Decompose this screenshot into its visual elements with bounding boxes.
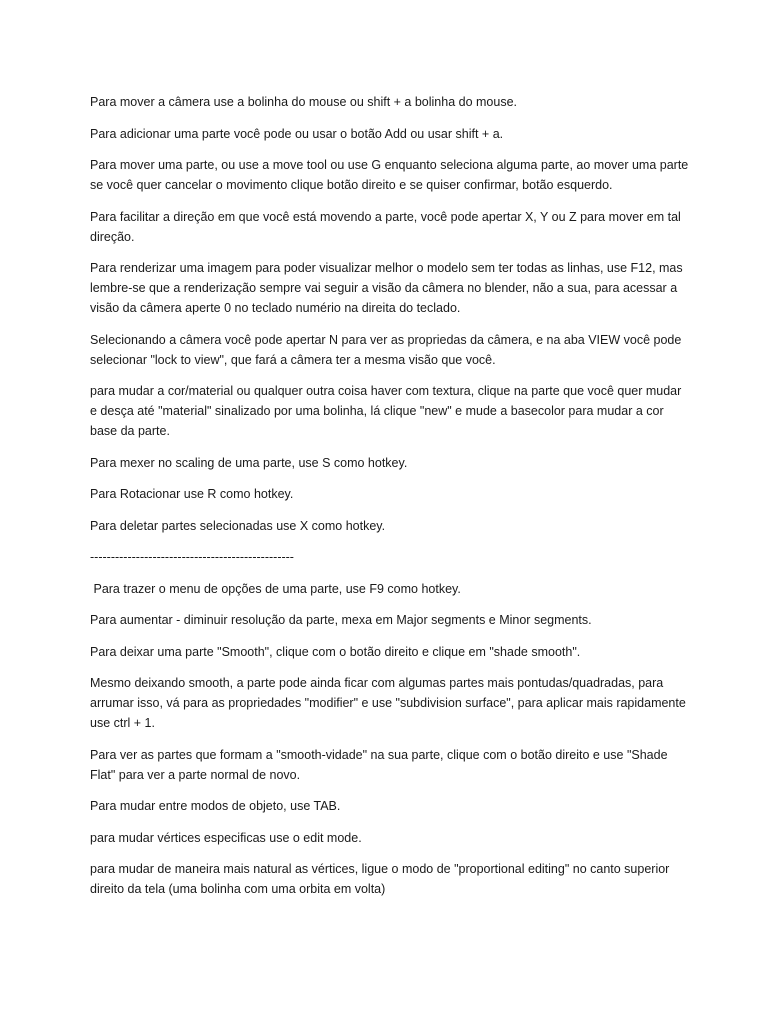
paragraph-render: Para renderizar uma imagem para poder visualizar melhor o modelo sem ter todas as linhas, use F12, mas lembre-se que a renderização sempre vai seguir a visão da câmera no blender, não a sua, para acessar a visão da câmera aperte 0 no teclado numério na direita do teclado. <box>90 261 687 315</box>
paragraph-object-modes: Para mudar entre modos de objeto, use TAB. <box>90 799 341 813</box>
paragraph-proportional-editing: para mudar de maneira mais natural as vértices, ligue o modo de "proportional editing" no canto superior direito da tela (uma bolinha com uma orbita em volta) <box>90 862 673 896</box>
paragraph-delete: Para deletar partes selecionadas use X como hotkey. <box>90 518 386 533</box>
paragraph-resolution: Para aumentar - diminuir resolução da parte, mexa em Major segments e Minor segments. <box>90 613 592 627</box>
paragraph-shade-flat: Para ver as partes que formam a "smooth-vidade" na sua parte, clique com o botão direito e use "Shade Flat" para ver a parte normal de novo. <box>90 747 672 782</box>
paragraph-axis-direction: Para facilitar a direção em que você está movendo a parte, você pode apertar X, Y ou Z para mover em tal direção. <box>90 209 685 244</box>
paragraph-material: para mudar a cor/material ou qualquer outra coisa haver com textura, clique na parte que você quer mudar e desça até "material" sinalizado por uma bolinha, lá clique "new" e mude a basecolor para mudar a cor base da parte. <box>90 384 685 438</box>
paragraph-add-part: Para adicionar uma parte você pode ou usar o botão Add ou usar shift + a. <box>90 126 504 141</box>
paragraph-move-part: Para mover uma parte, ou use a move tool ou use G enquanto seleciona alguma parte, ao mover uma parte se você quer cancelar o movimento clique botão direito e se quiser confirmar, botão esquerdo. <box>90 158 692 192</box>
paragraph-options-menu: Para trazer o menu de opções de uma parte, use F9 como hotkey. <box>90 581 461 596</box>
separator-line: ------------------------------------------------- <box>90 550 294 564</box>
paragraph-camera-lock: Selecionando a câmera você pode apertar N para ver as propriedas da câmera, e na aba VIEW você pode selecionar "lock to view", que fará a câmera ter a mesma visão que você. <box>90 332 685 367</box>
paragraph-edit-mode: para mudar vértices especificas use o edit mode. <box>90 830 362 845</box>
paragraph-subdivision: Mesmo deixando smooth, a parte pode ainda ficar com algumas partes mais pontudas/quadradas, para arrumar isso, vá para as propriedades "modifier" e use "subdivision surface", para aplicar mais rapidamente use ctrl + 1. <box>90 676 690 730</box>
paragraph-rotate: Para Rotacionar use R como hotkey. <box>90 487 294 501</box>
document-body <box>90 92 690 911</box>
paragraph-scaling: Para mexer no scaling de uma parte, use S como hotkey. <box>90 455 408 470</box>
paragraph-camera-move: Para mover a câmera use a bolinha do mouse ou shift + a bolinha do mouse. <box>90 95 517 109</box>
paragraph-shade-smooth: Para deixar uma parte "Smooth", clique com o botão direito e clique em "shade smooth". <box>90 644 581 659</box>
